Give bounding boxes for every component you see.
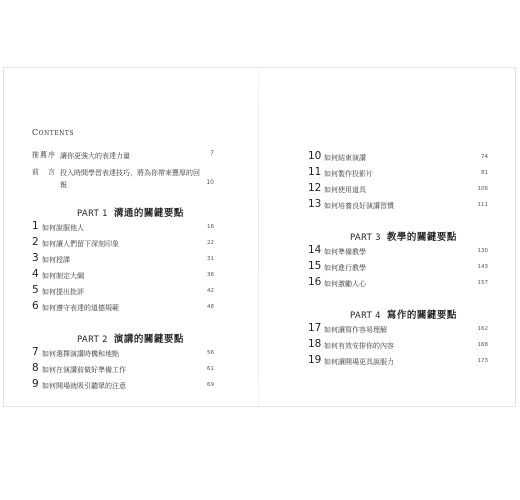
chapter-number: 11 <box>308 166 322 178</box>
chapter-title: 如何讓開場更具說服力 <box>324 358 394 366</box>
chapter-page: 31 <box>207 256 214 262</box>
chapter-title: 如何開場就吸引聽眾的注意 <box>42 382 126 390</box>
preface-label: 推薦序 <box>32 151 56 159</box>
toc-entry[interactable] <box>32 364 214 378</box>
chapter-title: 如何在演講前做好準備工作 <box>42 366 126 374</box>
part-title: 寫作的關鍵要點 <box>386 310 457 321</box>
chapter-page: 168 <box>477 342 488 348</box>
chapter-number: 7 <box>32 346 39 358</box>
chapter-number: 4 <box>32 268 39 280</box>
toc-entry[interactable] <box>32 222 214 236</box>
chapter-number: 9 <box>32 378 39 390</box>
chapter-title: 如何有效安排你的內容 <box>324 342 394 350</box>
toc-entry[interactable] <box>32 238 214 252</box>
chapter-number: 8 <box>32 362 39 374</box>
toc-entry[interactable] <box>308 278 488 292</box>
preface-label: 前 言 <box>32 168 56 176</box>
chapter-title: 如何讓人們留下深刻印象 <box>42 240 119 248</box>
chapter-title: 如何準備教學 <box>324 248 366 256</box>
chapter-title: 如何結束演講 <box>324 154 366 162</box>
toc-entry[interactable] <box>308 262 488 276</box>
chapter-page: 106 <box>477 186 488 192</box>
chapter-title: 如何讓寫作容易理解 <box>324 326 387 334</box>
page-gutter <box>258 67 259 407</box>
chapter-page: 22 <box>207 240 214 246</box>
preface-item-introduction[interactable] <box>32 167 214 191</box>
toc-entry[interactable] <box>308 324 488 338</box>
chapter-number: 5 <box>32 284 39 296</box>
chapter-page: 74 <box>481 154 488 160</box>
chapter-page: 61 <box>207 366 214 372</box>
toc-entry[interactable] <box>32 348 214 362</box>
chapter-page: 42 <box>207 288 214 294</box>
chapter-number: 2 <box>32 236 39 248</box>
part-title: 演講的關鍵要點 <box>113 334 184 345</box>
chapter-title: 如何說服他人 <box>42 224 84 232</box>
chapter-page: 81 <box>481 170 488 176</box>
chapter-number: 16 <box>308 276 322 288</box>
toc-entry[interactable] <box>308 152 488 166</box>
part-title: 教學的關鍵要點 <box>386 232 457 243</box>
part-number: PART 1 <box>77 209 108 219</box>
chapter-page: 157 <box>477 280 488 286</box>
chapter-number: 10 <box>308 150 322 162</box>
preface-item-foreword[interactable] <box>32 150 214 162</box>
toc-entry[interactable] <box>32 380 214 394</box>
chapter-page: 130 <box>477 248 488 254</box>
chapter-number: 17 <box>308 322 322 334</box>
chapter-number: 18 <box>308 338 322 350</box>
chapter-title: 如何激勵人心 <box>324 280 366 288</box>
part-number: PART 2 <box>77 335 108 345</box>
chapter-number: 19 <box>308 354 322 366</box>
toc-entry[interactable] <box>32 270 214 284</box>
part-heading-3 <box>350 229 457 243</box>
chapter-title: 如何進行教學 <box>324 264 366 272</box>
chapter-title: 如何遵守表達的道德規範 <box>42 304 119 312</box>
toc-entry[interactable] <box>308 200 488 214</box>
chapter-page: 36 <box>207 272 214 278</box>
toc-entry[interactable] <box>308 184 488 198</box>
chapter-title: 如何製作投影片 <box>324 170 373 178</box>
chapter-title: 如何使用道具 <box>324 186 366 194</box>
chapter-number: 3 <box>32 252 39 264</box>
preface-page: 7 <box>210 150 214 157</box>
chapter-page: 56 <box>207 350 214 356</box>
chapter-title: 如何選擇演講時機和地點 <box>42 350 119 358</box>
part-number: PART 4 <box>350 311 381 321</box>
chapter-number: 15 <box>308 260 322 272</box>
part-title: 溝通的關鍵要點 <box>113 208 184 219</box>
toc-entry[interactable] <box>32 302 214 316</box>
part-number: PART 3 <box>350 233 381 243</box>
part-heading-2 <box>77 331 184 345</box>
chapter-number: 13 <box>308 198 322 210</box>
part-heading-4 <box>350 307 457 321</box>
preface-page: 10 <box>206 179 214 186</box>
chapter-page: 48 <box>207 304 214 310</box>
chapter-number: 6 <box>32 300 39 312</box>
toc-entry[interactable] <box>32 286 214 300</box>
toc-entry[interactable] <box>308 340 488 354</box>
toc-entry[interactable] <box>308 246 488 260</box>
chapter-title: 如何授課 <box>42 256 70 264</box>
preface-title: 讓你更強大的表達力量 <box>60 152 130 160</box>
chapter-title: 如何制定大綱 <box>42 272 84 280</box>
chapter-page: 111 <box>477 202 488 208</box>
chapter-number: 1 <box>32 220 39 232</box>
chapter-number: 12 <box>308 182 322 194</box>
chapter-page: 16 <box>207 224 214 230</box>
contents-heading: Contents <box>32 128 75 137</box>
chapter-page: 143 <box>477 264 488 270</box>
chapter-page: 173 <box>477 358 488 364</box>
part-heading-1 <box>77 205 184 219</box>
toc-entry[interactable] <box>32 254 214 268</box>
chapter-title: 如何提出批評 <box>42 288 84 296</box>
chapter-number: 14 <box>308 244 322 256</box>
toc-entry[interactable] <box>308 356 488 370</box>
chapter-page: 69 <box>207 382 214 388</box>
chapter-title: 如何培養良好演講習慣 <box>324 202 394 210</box>
preface-title: 投入時間學習表達技巧，將為你帶來豐厚的回報 <box>60 169 200 189</box>
chapter-page: 162 <box>477 326 488 332</box>
toc-entry[interactable] <box>308 168 488 182</box>
